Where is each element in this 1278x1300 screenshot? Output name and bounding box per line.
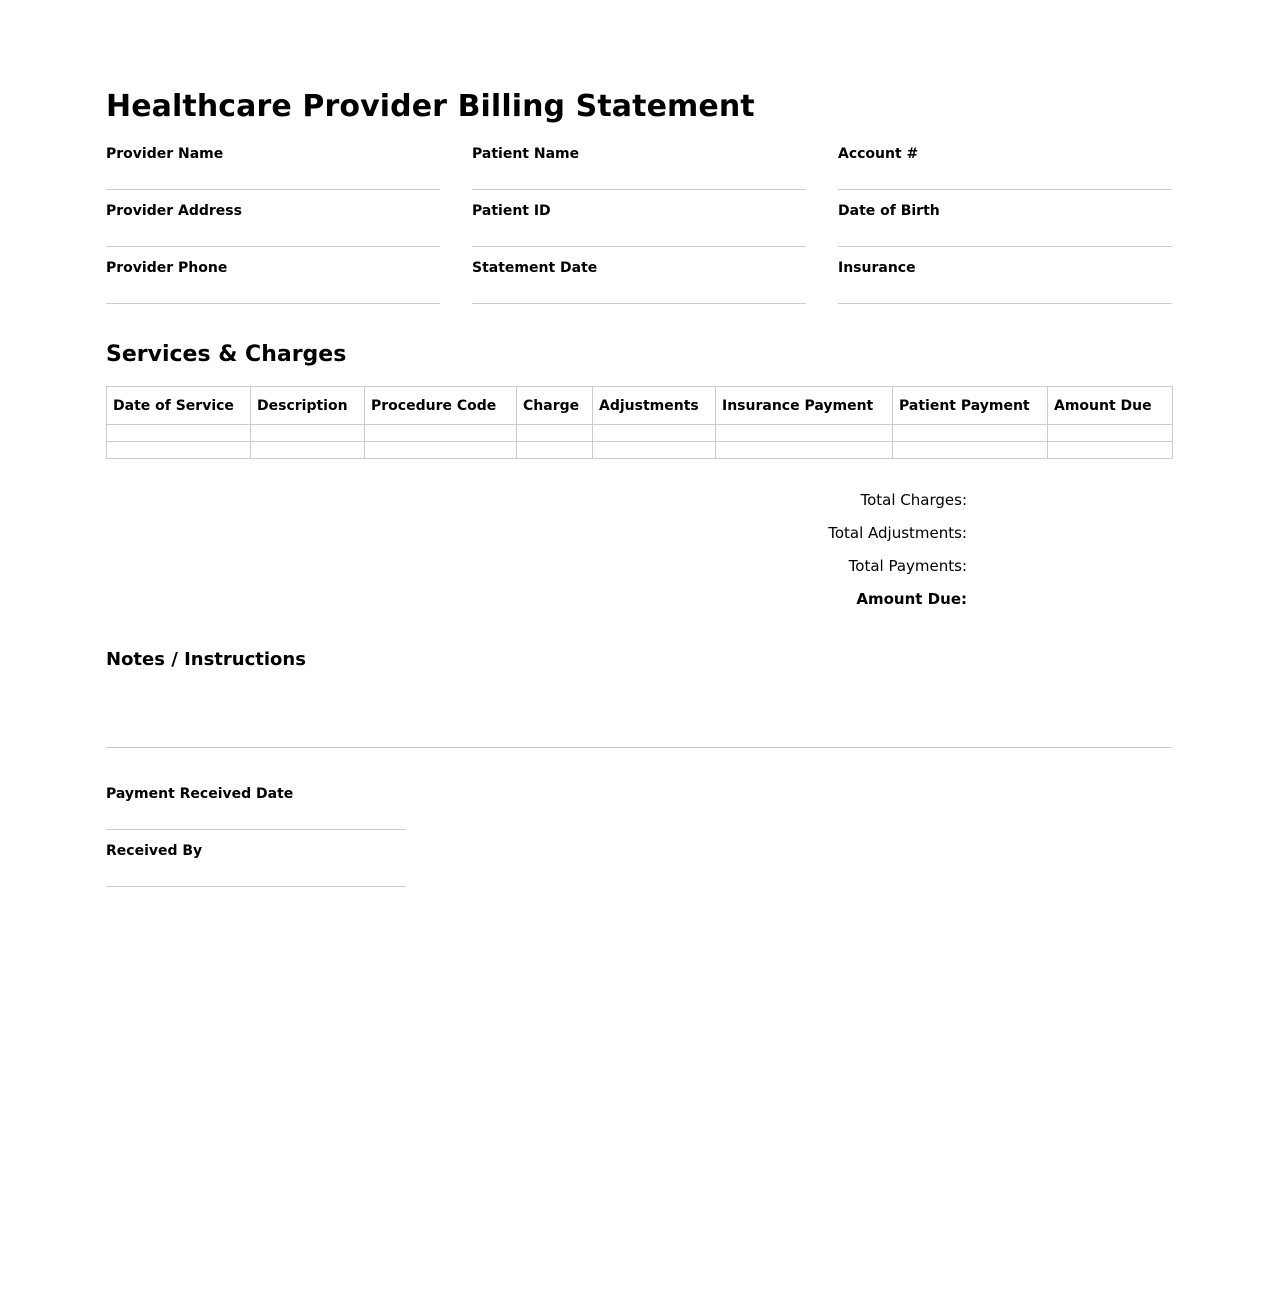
- received-by-label: Received By: [106, 843, 203, 859]
- table-cell[interactable]: [1048, 425, 1173, 442]
- table-cell[interactable]: [251, 442, 365, 459]
- table-cell[interactable]: [251, 425, 365, 442]
- table-cell[interactable]: [893, 425, 1048, 442]
- column-header-date-of-service: Date of Service: [107, 387, 251, 425]
- column-header-procedure-code: Procedure Code: [365, 387, 517, 425]
- account-number-label: Account #: [838, 146, 919, 162]
- table-cell[interactable]: [107, 425, 251, 442]
- table-cell[interactable]: [107, 442, 251, 459]
- column-header-charge: Charge: [517, 387, 593, 425]
- account-number-field[interactable]: [838, 133, 1172, 190]
- table-cell[interactable]: [593, 425, 716, 442]
- provider-address-field[interactable]: [106, 190, 440, 247]
- amount-due-row: [667, 587, 967, 620]
- column-header-insurance-payment: Insurance Payment: [716, 387, 893, 425]
- provider-phone-label: Provider Phone: [106, 260, 228, 276]
- provider-address-label: Provider Address: [106, 203, 242, 219]
- table-cell[interactable]: [593, 442, 716, 459]
- table-cell[interactable]: [365, 442, 517, 459]
- page-title: Healthcare Provider Billing Statement: [106, 89, 755, 124]
- payment-received-date-field[interactable]: [106, 773, 406, 830]
- table-cell[interactable]: [517, 425, 593, 442]
- table-row: [107, 442, 1173, 459]
- total-adjustments-row: [667, 521, 967, 554]
- insurance-field[interactable]: [838, 247, 1172, 304]
- insurance-label: Insurance: [838, 260, 916, 276]
- total-charges-row: [667, 488, 967, 521]
- received-by-field[interactable]: [106, 830, 406, 887]
- patient-id-label: Patient ID: [472, 203, 551, 219]
- statement-date-field[interactable]: [472, 247, 806, 304]
- table-cell[interactable]: [716, 442, 893, 459]
- payment-received-date-label: Payment Received Date: [106, 786, 294, 802]
- table-header-row: [107, 387, 1173, 425]
- amount-due-label: Amount Due:: [856, 590, 967, 608]
- total-adjustments-label: Total Adjustments:: [828, 524, 967, 542]
- column-header-adjustments: Adjustments: [593, 387, 716, 425]
- statement-date-label: Statement Date: [472, 260, 598, 276]
- column-header-amount-due: Amount Due: [1048, 387, 1173, 425]
- table-cell[interactable]: [1048, 442, 1173, 459]
- services-table: [106, 386, 1173, 459]
- totals-block: [667, 488, 967, 620]
- provider-phone-field[interactable]: [106, 247, 440, 304]
- provider-name-label: Provider Name: [106, 146, 224, 162]
- services-section-title: Services & Charges: [106, 342, 347, 367]
- table-cell[interactable]: [365, 425, 517, 442]
- total-charges-label: Total Charges:: [860, 491, 967, 509]
- date-of-birth-label: Date of Birth: [838, 203, 940, 219]
- patient-name-field[interactable]: [472, 133, 806, 190]
- info-grid: [106, 133, 1172, 306]
- provider-name-field[interactable]: [106, 133, 440, 190]
- total-payments-label: Total Payments:: [848, 557, 967, 575]
- table-cell[interactable]: [893, 442, 1048, 459]
- date-of-birth-field[interactable]: [838, 190, 1172, 247]
- table-row: [107, 425, 1173, 442]
- notes-field[interactable]: [106, 688, 1172, 748]
- table-cell[interactable]: [517, 442, 593, 459]
- table-cell[interactable]: [716, 425, 893, 442]
- column-header-patient-payment: Patient Payment: [893, 387, 1048, 425]
- column-header-description: Description: [251, 387, 365, 425]
- patient-name-label: Patient Name: [472, 146, 580, 162]
- total-payments-row: [667, 554, 967, 587]
- notes-section-title: Notes / Instructions: [106, 649, 306, 670]
- patient-id-field[interactable]: [472, 190, 806, 247]
